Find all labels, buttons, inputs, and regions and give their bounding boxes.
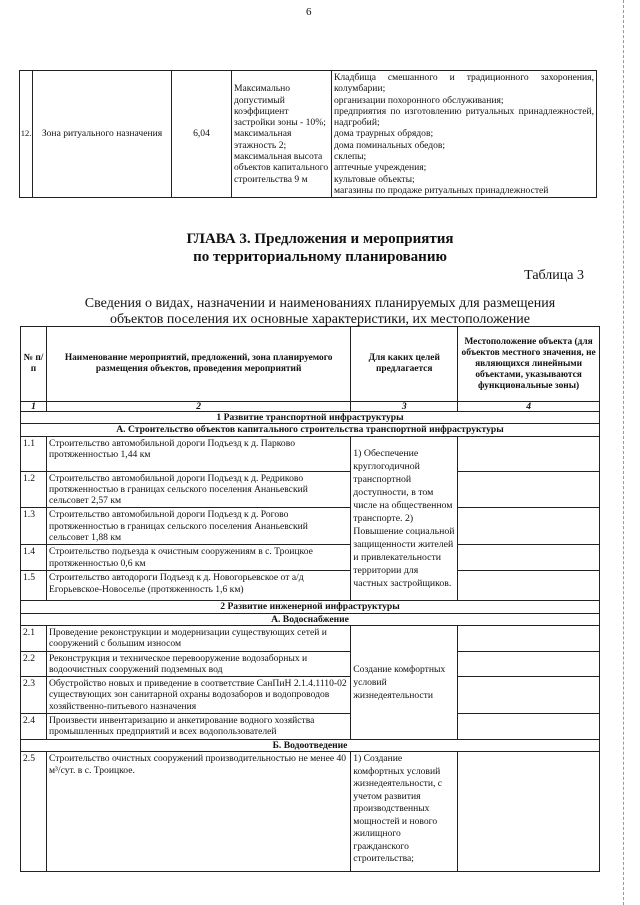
row-text: Строительство очистных сооружений производительностью не менее 40 м³/сут. в с. Троицкое.: [46, 752, 350, 872]
row-location: [458, 651, 600, 677]
page-number: 6: [306, 6, 312, 18]
row-text: Строительство автомобильной дороги Подъезд к д. Редриково протяженностью в границах сельского поселения Ананьевский сельсовет 2,57 км: [46, 471, 350, 508]
table-row: [21, 571, 600, 601]
section-row: [21, 412, 600, 424]
zones-table-continued: [19, 70, 597, 198]
row-location: [458, 625, 600, 651]
row-number: 2.4: [21, 714, 47, 740]
table-row: [21, 508, 600, 545]
scan-edge-divider: [623, 0, 624, 905]
header-num: № п/п: [21, 327, 47, 402]
subsection-title: А. Строительство объектов капитального строительства транспортной инфраструктуры: [21, 424, 600, 436]
table-caption: [20, 296, 620, 328]
table-row: [21, 625, 600, 651]
use-item: организации похоронного обслуживания;: [334, 94, 504, 106]
use-item: дома поминальных обедов;: [334, 139, 446, 151]
row-location: [458, 677, 600, 714]
row-number: 12.: [20, 71, 33, 198]
row-text: Проведение реконструкции и модернизации существующих сетей и сооружений с большим износом: [46, 625, 350, 651]
header-row: [21, 327, 600, 402]
subsection-row: [21, 740, 600, 752]
row-number: 1.4: [21, 545, 47, 571]
water-purpose: Создание комфортных условий жизнедеятельности: [351, 625, 458, 739]
row-text: Реконструкция и техническое перевооружение водозаборных и водоочистных сооружений подземных вод: [46, 651, 350, 677]
section-title: 1 Развитие транспортной инфраструктуры: [21, 412, 600, 424]
row-text: Обустройство новых и приведение в соответствие СанПиН 2.1.4.1110-02 существующих зон санитарной охраны водозаборов и водопроводов хозяйственно-питьевого назначения: [46, 677, 350, 714]
zone-area: 6,04: [172, 71, 232, 198]
row-location: [458, 571, 600, 601]
row-location: [458, 545, 600, 571]
row-location: [458, 471, 600, 508]
row-location: [458, 436, 600, 471]
row-text: Строительство автомобильной дороги Подъезд к д. Парково протяженностью 1,44 км: [46, 436, 350, 471]
col-number: 3: [351, 402, 458, 412]
zone-uses: [332, 71, 597, 198]
row-location: [458, 714, 600, 740]
row-number: 1.2: [21, 471, 47, 508]
subsection-title: Б. Водоотведение: [21, 740, 600, 752]
table-row: [21, 651, 600, 677]
zone-parameters: Максимально допустимый коэффициент застройки зоны - 10%; максимальная этажность 2; максимальная высота объектов капитального строительства 9 м: [232, 71, 332, 198]
header-name: Наименование мероприятий, предложений, зона планируемого размещения объектов, проведения мероприятий: [46, 327, 350, 402]
table-label: Таблица 3: [524, 268, 584, 283]
col-number: 4: [458, 402, 600, 412]
subsection-row: [21, 613, 600, 625]
chapter-subtitle: по территориальному планированию: [193, 249, 447, 265]
row-text: Строительство подъезда к очистным сооружениям в с. Троицкое протяженностью 0,6 км: [46, 545, 350, 571]
row-number: 2.5: [21, 752, 47, 872]
row-text: Строительство автодороги Подъезд к д. Новогорьевское от а/д Егорьевское-Новоселье (протяженность 1,6 км): [46, 571, 350, 601]
use-item: Кладбища смешанного и традиционного захоронения, колумбарии;: [334, 72, 594, 95]
transport-purpose: 1) Обеспечение круглогодичной транспортной доступности, в том числе на общественном транспорте. 2) Повышение социальной защищенности жителей и привлекательности территории для частных застройщиков.: [351, 436, 458, 601]
column-numbers-row: [21, 402, 600, 412]
row-number: 1.5: [21, 571, 47, 601]
row-number: 1.3: [21, 508, 47, 545]
table-row: [21, 752, 600, 872]
row-text: Строительство автомобильной дороги Подъезд к д. Рогово протяженностью в границах сельского поселения Ананьевский сельсовет 1,88 км: [46, 508, 350, 545]
header-purpose: Для каких целей предлагается: [351, 327, 458, 402]
table-row: [21, 545, 600, 571]
planned-objects-table: [20, 326, 600, 872]
row-location: [458, 508, 600, 545]
subsection-row: [21, 424, 600, 436]
use-item: склепы;: [334, 151, 367, 163]
section-row: [21, 601, 600, 613]
row-location: [458, 752, 600, 872]
subsection-title: А. Водоснабжение: [21, 613, 600, 625]
use-item: предприятия по изготовлению ритуальных принадлежностей, надгробий;: [334, 105, 594, 129]
col-number: 1: [21, 402, 47, 412]
table-row: [21, 471, 600, 508]
row-text: Произвести инвентаризацию и анкетирование водного хозяйства промышленных предприятий и всех водопользователей: [46, 714, 350, 740]
header-location: Местоположение объекта (для объектов местного значения, не являющихся линейными объектами, указываются функциональные зоны): [458, 327, 600, 402]
use-item: культовые объекты;: [334, 173, 415, 185]
table-row: [21, 436, 600, 471]
table-row: [20, 71, 597, 198]
row-number: 2.2: [21, 651, 47, 677]
sewer-purpose: 1) Создание комфортных условий жизнедеятельности, с учетом развития производственных мощностей и нового жилищного гражданского строительства;: [351, 752, 458, 872]
table-row: [21, 714, 600, 740]
zone-name: Зона ритуального назначения: [33, 71, 172, 198]
use-item: магазины по продаже ритуальных принадлежностей: [334, 184, 549, 196]
caption-line: объектов поселения их основные характеристики, их местоположение: [110, 312, 530, 327]
caption-line: Сведения о видах, назначении и наименованиях планируемых для размещения: [84, 296, 556, 311]
section-title: 2 Развитие инженерной инфраструктуры: [21, 601, 600, 613]
table-row: [21, 677, 600, 714]
row-number: 2.1: [21, 625, 47, 651]
row-number: 2.3: [21, 677, 47, 714]
row-number: 1.1: [21, 436, 47, 471]
col-number: 2: [46, 402, 350, 412]
use-item: аптечные учреждения;: [334, 162, 427, 174]
use-item: дома траурных обрядов;: [334, 128, 434, 140]
chapter-title: ГЛАВА 3. Предложения и мероприятия: [186, 231, 454, 247]
